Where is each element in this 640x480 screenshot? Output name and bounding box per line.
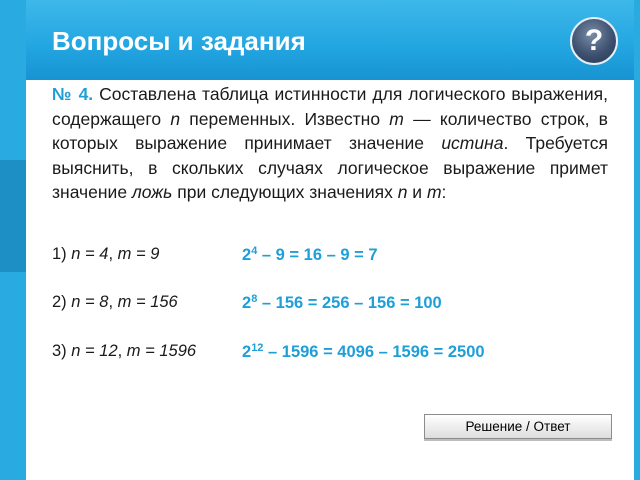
problem-text-part: : — [441, 182, 447, 202]
problem-var: m — [389, 108, 404, 129]
list-item — [52, 293, 612, 317]
question-icon: ? — [584, 24, 604, 57]
item-label: 1) — [52, 245, 67, 263]
page-title: Вопросы и задания — [52, 26, 306, 56]
item-m-value: = 1596 — [145, 342, 197, 360]
item-m: m — [117, 293, 132, 311]
item-n-value: = 8 — [85, 293, 109, 311]
problem-var: m — [426, 182, 442, 202]
item-condition: 1) n = 4, m = 9 — [52, 245, 160, 263]
problem-text-part: переменных. Известно — [180, 108, 390, 129]
problem-var: n — [170, 108, 181, 129]
calc-base: 2 — [242, 246, 252, 264]
problem-text-part: . Требуется выяснить, в скольких случаях логическое выражение примет значение — [52, 133, 608, 202]
button-shadow — [424, 439, 612, 441]
item-condition: 2) n = 8, m = 156 — [52, 293, 178, 311]
calc-rest: – 9 = 16 – 9 = 7 — [257, 246, 378, 264]
item-m-value: = 156 — [135, 293, 178, 311]
item-calculation — [242, 293, 442, 313]
problem-text-part: при следующих значениях — [172, 182, 398, 202]
calc-base: 2 — [242, 343, 252, 361]
item-m-value: = 9 — [135, 245, 160, 263]
item-n: n — [71, 342, 81, 360]
item-n-value: = 12 — [85, 342, 118, 360]
left-accent-bar-segment — [0, 160, 26, 272]
item-m: m — [126, 342, 141, 360]
list-item — [52, 342, 612, 366]
item-n: n — [71, 293, 81, 311]
problem-term: истина — [441, 133, 504, 153]
solution-answer-button[interactable]: Решение / Ответ — [424, 414, 612, 439]
item-label: 3) — [52, 342, 67, 360]
item-condition: 3) n = 12, m = 1596 — [52, 342, 197, 360]
calc-rest: – 1596 = 4096 – 1596 = 2500 — [263, 343, 485, 361]
right-accent-bar — [634, 0, 640, 480]
help-button[interactable] — [570, 17, 618, 65]
item-n-value: = 4 — [85, 245, 109, 263]
problem-var: n — [397, 182, 408, 202]
problem-term: ложь — [131, 182, 173, 202]
item-label: 2) — [52, 293, 67, 311]
calc-exponent: 4 — [251, 245, 258, 257]
problem-text-part: — количество строк, в которых выражение принимает значение — [52, 108, 608, 153]
calc-rest: – 156 = 256 – 156 = 100 — [257, 294, 442, 312]
item-calculation — [242, 245, 378, 265]
problem-block — [52, 80, 608, 205]
item-n: n — [71, 245, 81, 263]
calc-exponent: 12 — [251, 342, 264, 354]
problem-number: № 4. — [52, 84, 94, 104]
header-bar — [26, 0, 634, 80]
calc-exponent: 8 — [251, 293, 258, 305]
item-calculation — [242, 342, 485, 362]
item-m: m — [117, 245, 132, 263]
list-item — [52, 245, 612, 269]
problem-text-part: и — [407, 182, 427, 202]
problem-text — [52, 80, 608, 205]
calc-base: 2 — [242, 294, 252, 312]
problem-text-part: Составлена таблица истинности для логического выражения, содержащего — [52, 84, 608, 129]
